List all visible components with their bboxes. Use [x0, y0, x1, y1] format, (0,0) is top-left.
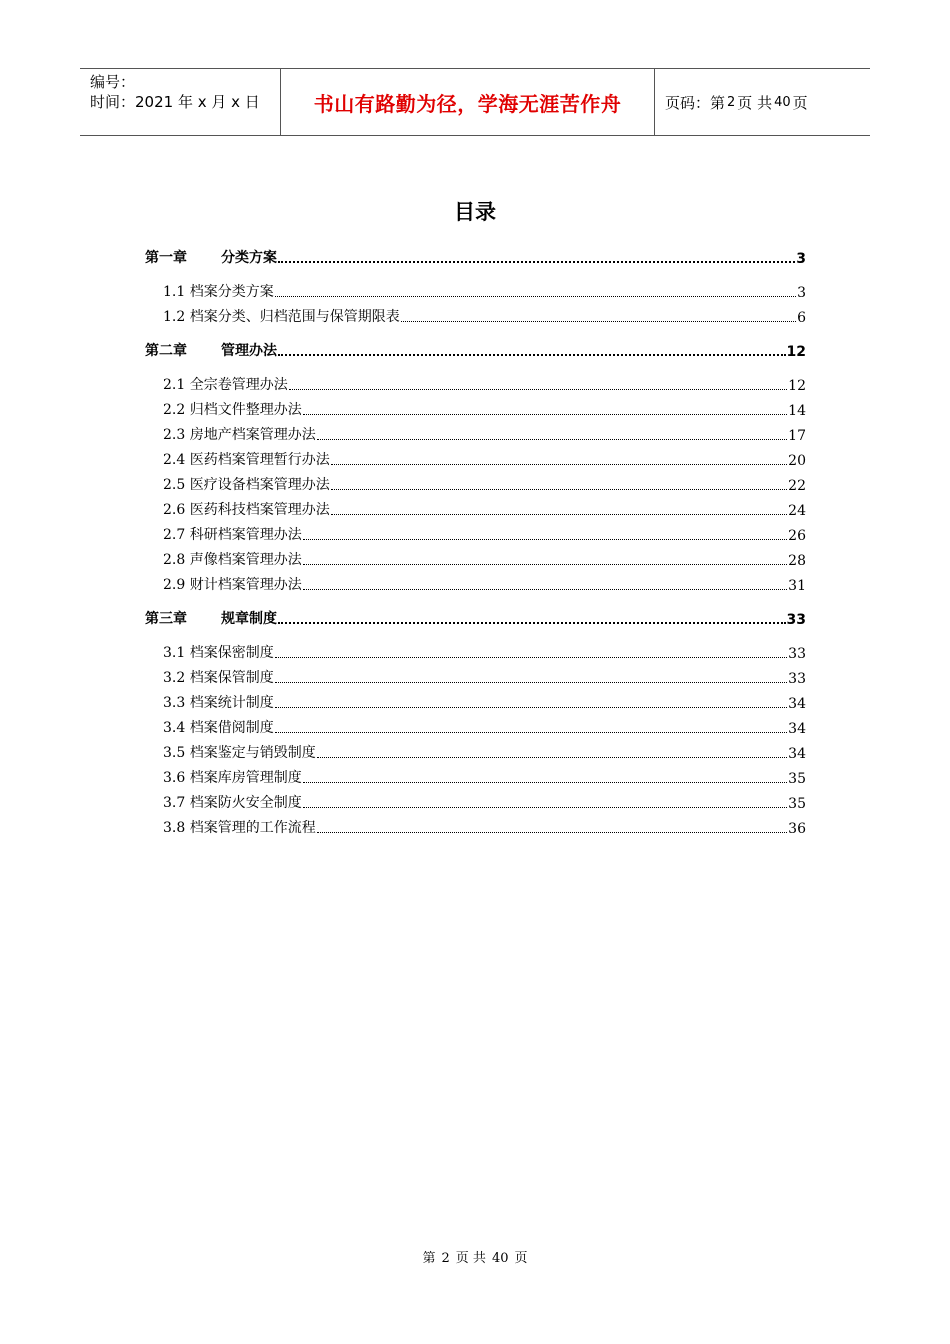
toc-section-title: 2.6 医药科技档案管理办法	[163, 502, 330, 518]
footer-total: 40	[491, 1251, 509, 1266]
toc-section-title: 3.8 档案管理的工作流程	[163, 820, 316, 836]
header-motto-cell	[281, 69, 655, 135]
footer-current: 2	[441, 1251, 450, 1266]
toc-section-row[interactable]	[145, 519, 806, 544]
toc-section-row[interactable]	[145, 444, 806, 469]
toc-leader-dots	[303, 781, 787, 783]
toc-chapter-number: 第三章	[145, 611, 187, 627]
toc-chapter-number: 第二章	[145, 343, 187, 359]
toc-leader-dots	[303, 588, 787, 590]
toc-chapter-page: 12	[786, 344, 806, 360]
toc-section-title: 2.2 归档文件整理办法	[163, 402, 302, 418]
toc-leader-dots	[278, 260, 795, 263]
toc-chapter-row[interactable]	[145, 335, 806, 360]
toc-chapter-page: 3	[796, 251, 806, 267]
toc-section-row[interactable]	[145, 662, 806, 687]
toc-title: 目录	[454, 200, 496, 224]
footer-mid: 页 共	[455, 1251, 486, 1266]
doc-time-label: 时间：2021 年 x 月 x 日	[90, 93, 260, 111]
toc-leader-dots	[278, 621, 786, 624]
toc-section-title: 2.3 房地产档案管理办法	[163, 427, 316, 443]
toc-leader-dots	[275, 681, 787, 683]
toc-leader-dots	[317, 438, 787, 440]
toc-chapter-number: 第一章	[145, 250, 187, 266]
toc-section-row[interactable]	[145, 762, 806, 787]
toc-section-page: 33	[788, 646, 806, 662]
toc-section-row[interactable]	[145, 712, 806, 737]
header-meta-cell	[80, 69, 281, 135]
toc-section-page: 35	[788, 771, 806, 787]
toc-chapter-page: 33	[786, 612, 806, 628]
toc-section-row[interactable]	[145, 419, 806, 444]
toc-section-title: 2.9 财计档案管理办法	[163, 577, 302, 593]
toc-section-page: 20	[788, 453, 806, 469]
toc-chapter-title: 管理办法	[221, 343, 277, 359]
toc-section-page: 33	[788, 671, 806, 687]
toc-section-row[interactable]	[145, 787, 806, 812]
toc-section-row[interactable]	[145, 394, 806, 419]
header-page-prefix: 页码：第	[665, 93, 726, 112]
toc-leader-dots	[331, 513, 787, 515]
toc-section-page: 6	[797, 310, 806, 326]
toc-leader-dots	[303, 563, 787, 565]
toc-section-page: 3	[797, 285, 806, 301]
toc-section-page: 31	[788, 578, 806, 594]
toc-leader-dots	[275, 706, 787, 708]
toc-section-title: 1.2 档案分类、归档范围与保管期限表	[163, 309, 400, 325]
header-page-current: 2	[727, 94, 736, 110]
toc-section-row[interactable]	[145, 276, 806, 301]
toc-section-page: 28	[788, 553, 806, 569]
toc-leader-dots	[303, 413, 787, 415]
toc-section-row[interactable]	[145, 637, 806, 662]
toc-section-page: 14	[788, 403, 806, 419]
toc-section-row[interactable]	[145, 569, 806, 594]
header-page-mid: 页 共	[737, 93, 773, 112]
toc-leader-dots	[401, 320, 796, 322]
toc-section-title: 3.2 档案保管制度	[163, 670, 274, 686]
toc-section-page: 35	[788, 796, 806, 812]
toc-section-title: 1.1 档案分类方案	[163, 284, 274, 300]
toc-leader-dots	[331, 488, 787, 490]
toc-section-title: 3.5 档案鉴定与销毁制度	[163, 745, 316, 761]
toc-section-title: 3.3 档案统计制度	[163, 695, 274, 711]
toc-leader-dots	[278, 353, 786, 356]
toc-section-title: 3.7 档案防火安全制度	[163, 795, 302, 811]
toc-leader-dots	[317, 756, 787, 758]
toc-section-title: 3.6 档案库房管理制度	[163, 770, 302, 786]
toc-section-title: 3.1 档案保密制度	[163, 645, 274, 661]
header-page-total: 40	[774, 94, 791, 110]
toc-section-title: 2.4 医药档案管理暂行办法	[163, 452, 330, 468]
toc-leader-dots	[317, 831, 787, 833]
toc-leader-dots	[275, 295, 796, 297]
toc-section-page: 26	[788, 528, 806, 544]
toc-chapter-title: 规章制度	[221, 611, 277, 627]
toc-section-row[interactable]	[145, 469, 806, 494]
header-motto: 书山有路勤为径，学海无涯苦作舟	[313, 91, 622, 116]
toc-leader-dots	[275, 731, 787, 733]
toc-section-title: 2.5 医疗设备档案管理办法	[163, 477, 330, 493]
toc-leader-dots	[331, 463, 787, 465]
toc-chapter-row[interactable]	[145, 603, 806, 628]
toc-leader-dots	[289, 388, 787, 390]
toc-section-row[interactable]	[145, 369, 806, 394]
toc-section-title: 2.1 全宗卷管理办法	[163, 377, 288, 393]
toc-section-page: 17	[788, 428, 806, 444]
toc-section-page: 36	[788, 821, 806, 837]
header-page-cell	[655, 69, 870, 135]
toc-section-row[interactable]	[145, 812, 806, 837]
toc-section-page: 34	[788, 746, 806, 762]
header-page-suffix: 页	[792, 93, 808, 112]
page-header	[80, 68, 870, 136]
toc-leader-dots	[303, 806, 787, 808]
footer-prefix: 第	[422, 1251, 436, 1266]
table-of-contents	[145, 242, 806, 837]
doc-number-label: 编号：	[90, 73, 136, 91]
toc-section-row[interactable]	[145, 544, 806, 569]
toc-leader-dots	[303, 538, 787, 540]
toc-section-row[interactable]	[145, 687, 806, 712]
toc-leader-dots	[275, 656, 787, 658]
toc-section-page: 22	[788, 478, 806, 494]
toc-chapter-row[interactable]	[145, 242, 806, 267]
toc-section-row[interactable]	[145, 301, 806, 326]
page-footer	[0, 1247, 950, 1266]
toc-section-row[interactable]	[145, 494, 806, 519]
footer-suffix: 页	[514, 1251, 528, 1266]
toc-section-title: 2.7 科研档案管理办法	[163, 527, 302, 543]
toc-section-page: 34	[788, 721, 806, 737]
toc-chapter-title: 分类方案	[221, 250, 277, 266]
toc-section-row[interactable]	[145, 737, 806, 762]
toc-section-page: 12	[788, 378, 806, 394]
toc-section-title: 2.8 声像档案管理办法	[163, 552, 302, 568]
toc-section-page: 24	[788, 503, 806, 519]
toc-section-page: 34	[788, 696, 806, 712]
toc-section-title: 3.4 档案借阅制度	[163, 720, 274, 736]
